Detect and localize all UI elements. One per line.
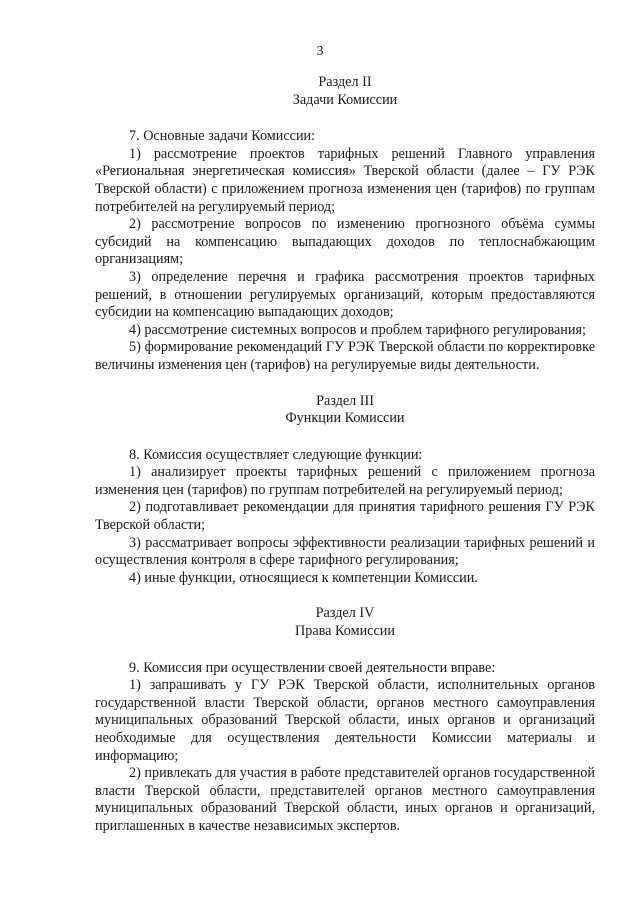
section-subtitle: Функции Комиссии [285,410,405,427]
section-title: Раздел II [318,74,372,90]
list-item: 2) рассмотрение вопросов по изменению прогнозного объёма суммы субсидий на компенсацию выпадающих доходов по теплоснабжающим организациям; [95,216,595,268]
section-lead: 8. Комиссия осуществляет следующие функции: [129,446,423,463]
list-item: 1) рассмотрение проектов тарифных решений Главного управления «Региональная энергетическая комиссия» Тверской области (далее – ГУ РЭК Тверской области) с приложением прогноза изменения цен (тарифов) по группам потребителей на регулируемый период; [95,145,595,215]
section-lead: 7. Основные задачи Комиссии: [129,128,316,145]
page-number: 3 [316,44,324,59]
list-item: 1) анализирует проекты тарифных решений с приложением прогноза изменения цен (тарифов) по группам потребителей на регулируемый период; [95,464,595,498]
section-3 [95,393,595,588]
list-item: 4) рассмотрение системных вопросов и проблем тарифного регулирования; [129,321,586,338]
list-item: 2) привлекать для участия в работе представителей органов государственной власти Тверской области, представителей органов местного самоуправления муниципальных образований Тверской области, иных органов и организаций, приглашенных в качестве независимых экспертов. [95,765,595,834]
list-item: 1) запрашивать у ГУ РЭК Тверской области, исполнительных органов государственной власти Тверской области, органов местного самоуправления муниципальных образований Тверской области, иных органов и организаций необходимые для осуществления деятельности Комиссии материалы и информацию; [95,677,595,764]
document-body [95,74,595,854]
section-subtitle: Права Комиссии [295,623,395,640]
section-2 [95,74,595,375]
section-lead: 9. Комиссия при осуществлении своей деятельности вправе: [129,659,496,676]
section-subtitle: Задачи Комиссии [292,91,398,108]
list-item: 2) подготавливает рекомендации для принятия тарифного решения ГУ РЭК Тверской области; [95,499,595,534]
list-item: 3) рассматривает вопросы эффективности реализации тарифных решений и осуществления контроля в сфере тарифного регулирования; [95,534,595,569]
section-title: Раздел III [316,392,374,409]
section-4 [95,605,595,835]
list-item: 4) иные функции, относящиеся к компетенции Комиссии. [129,569,478,586]
section-title: Раздел IV [315,605,375,622]
list-item: 3) определение перечня и графика рассмотрения проектов тарифных решений, в отношении регулируемых организаций, которым предоставляются субсидии на компенсацию выпадающих доходов; [95,268,595,321]
list-item: 5) формирование рекомендаций ГУ РЭК Тверской области по корректировке величины изменения цен (тарифов) на регулируемые виды деятельности. [95,339,595,373]
